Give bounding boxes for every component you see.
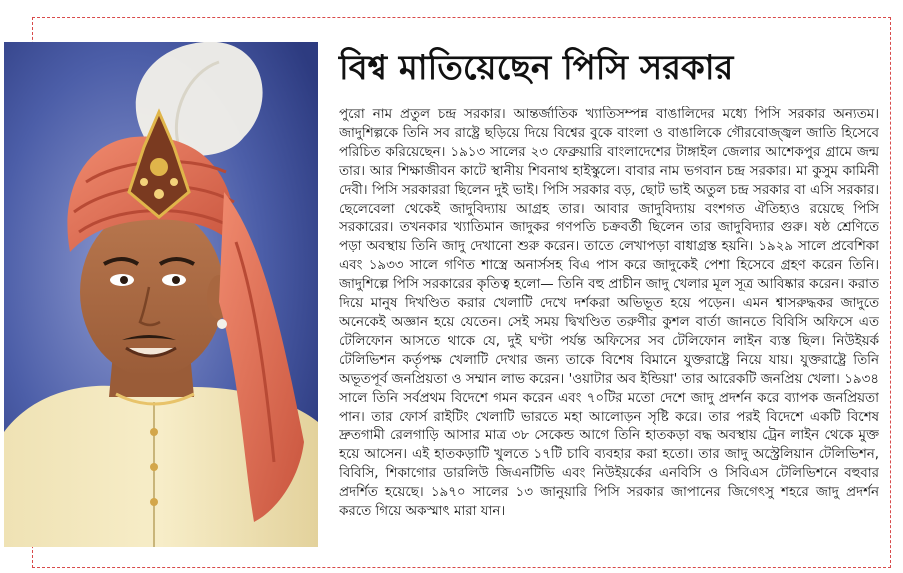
portrait-image xyxy=(4,42,318,547)
article-body: পুরো নাম প্রতুল চন্দ্র সরকার। আন্তর্জাতিক খ্যাতিসম্পন্ন বাঙালিদের মধ্যে পিসি সরকার অন্যতম। জাদুশিল্পকে তিনি সব রাষ্ট্রে ছড়িয়ে দিয়ে বিশ্বের বুকে বাংলা ও বাঙালিকে গৌরবোজ্জ্বল জাতি হিসেবে পরিচিত করিয়েছেন। ১৯১৩ সালের ২৩ ফেব্রুয়ারি বাংলাদেশের টাঙ্গাইল জেলার আশেকপুর গ্রামে জন্ম তার। আর শিক্ষাজীবন কাটে স্থানীয় শিবনাথ হাইস্কুলে। বাবার নাম ভগবান চন্দ্র সরকার। মা কুসুম কামিনী দেবী। পিসি সরকাররা ছিলেন দুই ভাই। পিসি সরকার বড়, ছোট ভাই অতুল চন্দ্র সরকার বা এসি সরকার। ছেলেবেলা থেকেই জাদুবিদ্যায় আগ্রহ তার। আবার জাদুবিদ্যায় বংশগত ঐতিহ্যও রয়েছে পিসি সরকারের। তখনকার খ্যাতিমান জাদুকর গণপতি চক্রবর্তী ছিলেন তার জাদুবিদ্যার গুরু। ষষ্ঠ শ্রেণিতে পড়া অবস্থায় তিনি জাদু দেখানো শুরু করেন। তাতে লেখাপড়া বাধাগ্রস্ত হয়নি। ১৯২৯ সালে প্রবেশিকা এবং ১৯৩৩ সালে গণিত শাস্ত্রে অনার্সসহ বিএ পাস করে জাদুকেই পেশা হিসেবে গ্রহণ করেন তিনি। জাদুশিল্পে পিসি সরকারের কৃতিত্ব হলো— তিনি বহু প্রাচীন জাদু খেলার মূল সূত্র আবিষ্কার করেন। করাত দিয়ে মানুষ দিখণ্ডিত করার খেলাটি দেখে দর্শকরা অভিভূত হয়ে পড়েন। এমন শ্বাসরুদ্ধকর জাদুতে অনেকেই অজ্ঞান হয়ে যেতেন। সেই সময় দ্বিখণ্ডিত তরুণীর কুশল বার্তা জানতে বিবিসি অফিসে এত টেলিফোন আসতে থাকে যে, দুই ঘণ্টা পর্যন্ত অফিসের সব টেলিফোন লাইন ব্যস্ত ছিল। নিউইয়র্ক টেলিভিশন কর্তৃপক্ষ খেলাটি দেখার জন্য তাকে বিশেষ বিমানে যুক্তরাষ্ট্রে নিয়ে যায়। যুক্তরাষ্ট্রে তিনি অভূতপূর্ব জনপ্রিয়তা ও সম্মান লাভ করেন। 'ওয়াটার অব ইন্ডিয়া' তার আরেকটি জনপ্রিয় খেলা। ১৯৩৪ সালে তিনি সর্বপ্রথম বিদেশে গমন করেন এবং ৭০টির মতো দেশে জাদু প্রদর্শন করে ব্যাপক জনপ্রিয়তা পান। তার ফোর্স রাইটিং খেলাটি ভারতে মহা আলোড়ন সৃষ্টি করে। তার পরই বিদেশে একটি বিশেষ দ্রুতগামী রেলগাড়ি আসার মাত্র ৩৮ সেকেন্ড আগে তিনি হাতকড়া বদ্ধ অবস্থায় ট্রেন লাইন থেকে মুক্ত হয়ে আসেন। এই হাতকড়াটি খুলতে ১৭টি চাবি ব্যবহার করা হতো। তার জাদু অস্ট্রেলিয়ান টেলিভিশন, বিবিসি, শিকাগোর ডারলিউ জিএনটিভি এবং নিউইয়র্কের এনবিসি ও সিবিএস টেলিভিশনে বহুবার প্রদর্শিত হয়েছে। ১৯৭০ সালের ১৩ জানুয়ারি পিসি সরকার জাপানের জিগেৎসু শহরে জাদু প্রদর্শন করতে গিয়ে অকস্মাৎ মারা যান। xyxy=(339,107,879,520)
portrait-illustration xyxy=(4,42,318,547)
article-title: বিশ্ব মাতিয়েছেন পিসি সরকার xyxy=(339,48,734,88)
